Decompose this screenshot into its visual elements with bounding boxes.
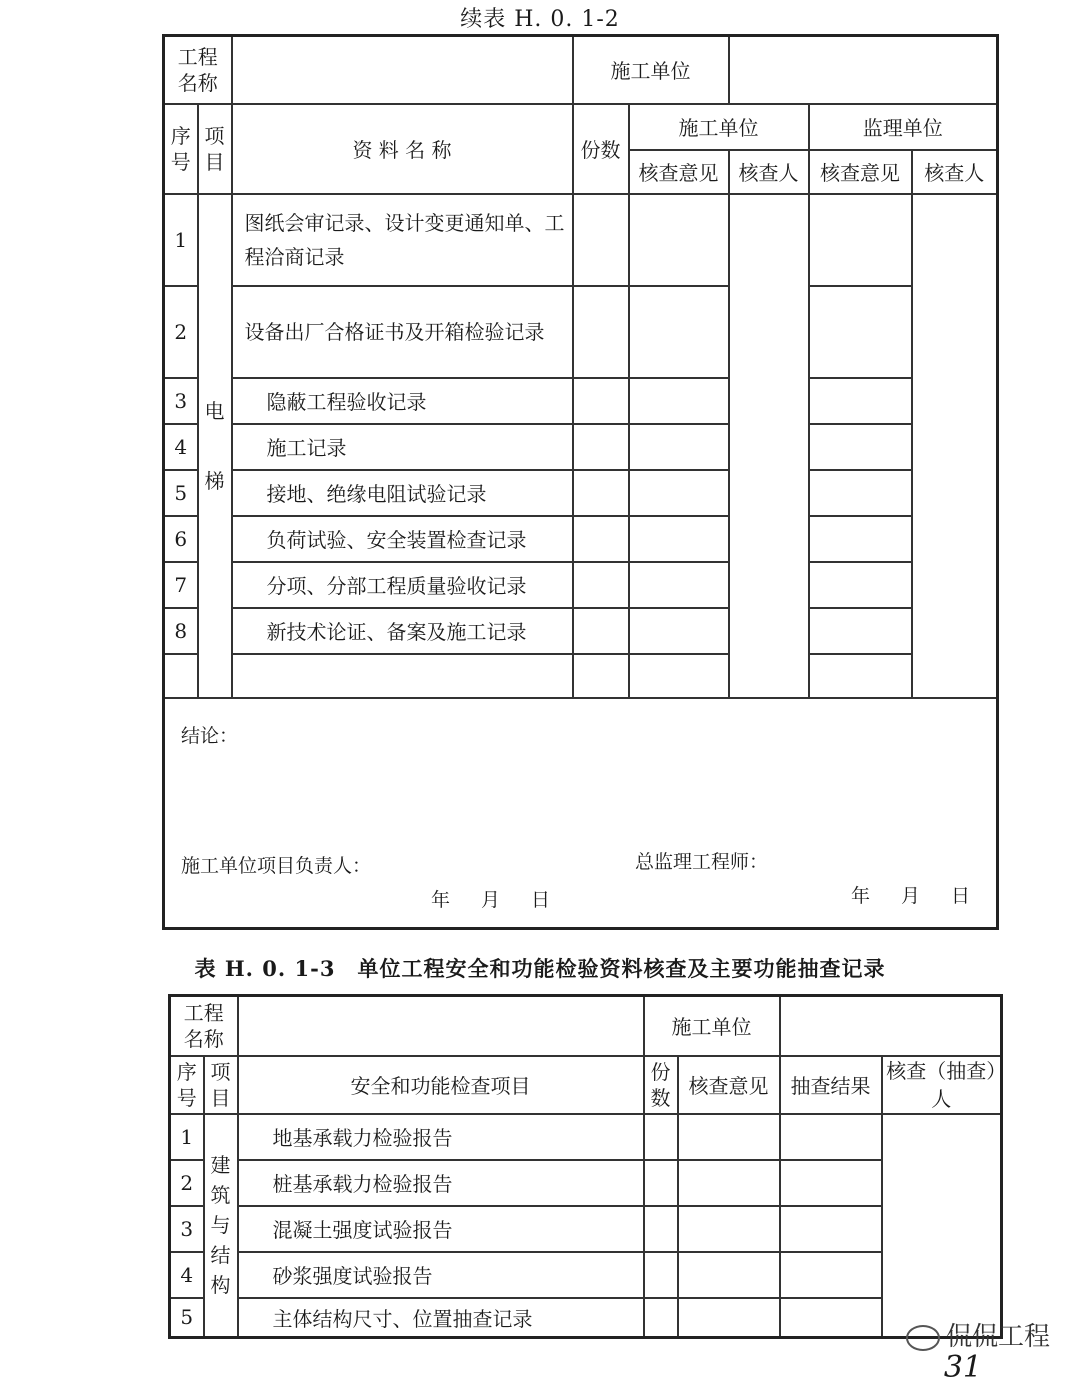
row-name: 分项、分部工程质量验收记录: [232, 562, 573, 608]
category-elevator: 电 梯: [198, 194, 232, 698]
row-no: 7: [164, 562, 198, 608]
row-no: 1: [164, 194, 198, 286]
header-checker-2: 核查（抽查）人: [882, 1056, 1002, 1114]
project-name-label-2: 工程 名称: [170, 996, 238, 1056]
contractor-label: 施工单位: [573, 36, 729, 104]
row-no: 2: [164, 286, 198, 378]
header-copies-2: 份数: [644, 1056, 678, 1114]
row-no: 2: [170, 1160, 204, 1206]
header-result: 抽查结果: [780, 1056, 882, 1114]
row-no: 5: [164, 470, 198, 516]
watermark: 侃侃工程: [906, 1316, 1050, 1353]
conclusion-label: 结论：: [181, 724, 239, 747]
contractor-value-2: [780, 996, 1002, 1056]
page-number: 31: [943, 1350, 982, 1385]
project-name-value-2: [238, 996, 644, 1056]
header-supervisor: 监理单位: [809, 104, 998, 150]
contractor-label-2: 施工单位: [644, 996, 780, 1056]
row-name: 图纸会审记录、设计变更通知单、工程洽商记录: [232, 194, 573, 286]
header-supervisor-checker: 核查人: [912, 150, 998, 194]
row-name: 设备出厂合格证书及开箱检验记录: [232, 286, 573, 378]
table1-caption: 续表 H. 0. 1-2: [460, 7, 620, 32]
header-copies: 份数: [573, 104, 629, 194]
contractor-sign-label: 施工单位项目负责人：: [181, 854, 372, 877]
header-contractor-opinion: 核查意见: [629, 150, 729, 194]
row-name: 施工记录: [232, 424, 573, 470]
project-name-label: 工程 名称: [164, 36, 232, 104]
wechat-icon: [906, 1325, 940, 1351]
row-no: 4: [164, 424, 198, 470]
row-name: 地基承载力检验报告: [238, 1114, 644, 1160]
row-name: 接地、绝缘电阻试验记录: [232, 470, 573, 516]
header-item: 项目: [198, 104, 232, 194]
header-seq: 序号: [164, 104, 198, 194]
row-no: 3: [170, 1206, 204, 1252]
safety-function-table: [168, 994, 1003, 1339]
row-no: 4: [170, 1252, 204, 1298]
row-no: 8: [164, 608, 198, 654]
row-name: 主体结构尺寸、位置抽查记录: [238, 1298, 644, 1338]
date-right: 年 月 日: [851, 884, 977, 907]
row-no: 6: [164, 516, 198, 562]
header-item-2: 项目: [204, 1056, 238, 1114]
elevator-documents-table: [162, 34, 999, 930]
conclusion-area: [164, 698, 998, 929]
header-check-item: 安全和功能检查项目: [238, 1056, 644, 1114]
row-name: 负荷试验、安全装置检查记录: [232, 516, 573, 562]
project-name-value: [232, 36, 573, 104]
date-left: 年 月 日: [431, 888, 557, 911]
table2-caption: 表 H. 0. 1-3 单位工程安全和功能检验资料核查及主要功能抽查记录: [194, 956, 886, 981]
header-doc-name: 资 料 名 称: [232, 104, 573, 194]
header-contractor: 施工单位: [629, 104, 809, 150]
row-name: 隐蔽工程验收记录: [232, 378, 573, 424]
header-contractor-checker: 核查人: [729, 150, 809, 194]
row-no: 1: [170, 1114, 204, 1160]
supervisor-sign-label: 总监理工程师：: [635, 850, 769, 873]
row-name: 砂浆强度试验报告: [238, 1252, 644, 1298]
row-no: 5: [170, 1298, 204, 1338]
contractor-value: [729, 36, 998, 104]
row-name: 桩基承载力检验报告: [238, 1160, 644, 1206]
row-name: 混凝土强度试验报告: [238, 1206, 644, 1252]
category-structure: 建 筑 与 结 构: [204, 1114, 238, 1338]
row-no: 3: [164, 378, 198, 424]
header-seq-2: 序号: [170, 1056, 204, 1114]
row-name: 新技术论证、备案及施工记录: [232, 608, 573, 654]
header-opinion-2: 核查意见: [678, 1056, 780, 1114]
header-supervisor-opinion: 核查意见: [809, 150, 912, 194]
